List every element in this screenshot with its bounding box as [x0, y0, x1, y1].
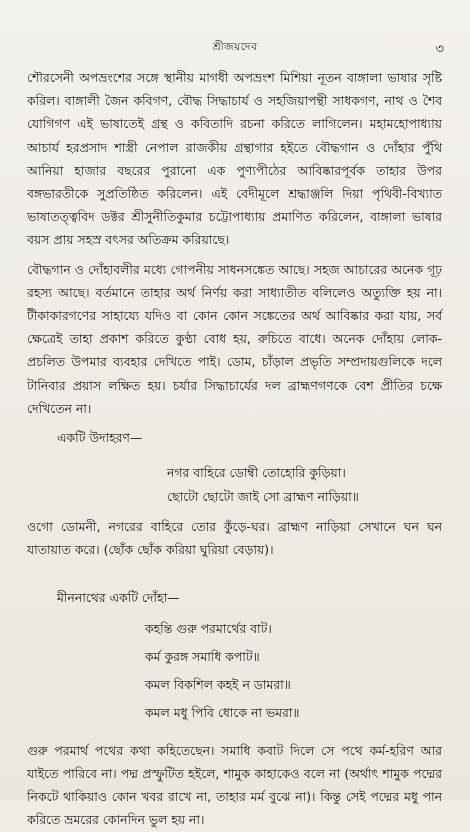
verse-2-line-2: কর্ম কুরঙ্গ সমাধি কপাট॥ — [145, 648, 260, 664]
verse-2-line-3: কমল বিকশিল কহই ন ডামরা॥ — [145, 676, 291, 692]
page-number: ৩ — [435, 42, 444, 57]
verse-1-line-2: ছোটো ছোটো জাই সো ব্রাহ্মণ নাড়িয়া॥ — [167, 489, 359, 505]
paragraph-3: ওগো ডোমনী, নগরের বাহিরে তোর কুঁড়ে-ঘর। ব্রাহ্মণ নাড়িয়া সেখানে ঘন ঘন যাতায়াত করে। (ছোঁক ছোঁক করিয়া ঘুরিয়া বেড়ায়)। — [27, 519, 442, 558]
verse-2-line-1: কহন্তি গুরু পরমার্থের বাট। — [145, 620, 272, 636]
paragraph-1: শৌরসেনী অপভ্রংশের সঙ্গে স্থানীয় মাগধী অপভ্রংশ মিশিয়া নূতন বাঙ্গালা ভাষার সৃষ্টি করিল। বাঙ্গালী জৈন কবিগণ, বৌদ্ধ সিদ্ধাচার্য ও সহজিয়াপন্থী সাধকগণ, নাথ ও শৈব যোগিগণ এই ভাষাতেই গ্রন্থ ও কবিতাদি রচনা করিতে লাগিলেন। মহামহোপাধ্যায় আচার্য হরপ্রসাদ শাস্ত্রী নেপাল রাজকীয় গ্রন্থাগার হইতে বৌদ্ধগান ও দোঁহার পুঁথি আনিয়া হাজার বছরের পুরানো এক পুণ্যপীঠের আবিষ্কারপূর্বক তাহার উপর বঙ্গভারতীকে সুপ্রতিষ্ঠিত করিলেন। এই বেদীমূলে শ্রদ্ধাঞ্জলি দিয়া পৃথিবী-বিখ্যাত ভাষাতত্ত্ববিদ ডক্টর শ্রীসুনীতিকুমার চট্টোপাধ্যায় প্রমাণিত করিলেন, বাঙ্গালা ভাষার বয়স প্রায় সহস্র বৎসর অতিক্রম করিয়াছে। — [27, 70, 442, 248]
paragraph-4: গুরু পরমার্থ পথের কথা কহিতেছেন। সমাধি কবাট দিলে সে পথে কর্ম-হরিণ আর যাইতে পারিবে না। পদ্ম প্রস্ফুটিত হইলে, শামুক কাহাকেও বলে না (অর্থাৎ শামুক পদ্মের নিকটে থাকিয়াও কোন খবর রাখে না, তাহার মর্ম বুঝে না)। কিন্তু সেই পদ্মের মধু পান করিতে ভ্রমরের কোনদিন ভুল হয় না। — [27, 742, 442, 828]
page-body — [27, 66, 442, 832]
verse-2-line-4: কমল মধু পিবি ধোকে না ভমরা॥ — [145, 704, 300, 720]
example-intro: একটি উদাহরণ— — [57, 430, 143, 446]
doha-intro: মীননাথের একটি দোঁহা— — [57, 589, 180, 605]
verse-1-line-1: নগর বাহিরে ডোম্বী তোহোরি কুড়িয়া। — [167, 465, 346, 481]
paragraph-2: বৌদ্ধগান ও দোঁহাবলীর মধ্যে গোপনীয় সাধনসঙ্কেত আছে। সহজ আচারের অনেক গূঢ় রহস্য আছে। বর্তমানে তাহার অর্থ নির্ণয় করা সাধ্যাতীত বলিলেও অত্যুক্তি হয় না। টীকাকারগণের সাহায্যে যদিও বা কোন কোন সঙ্কেতের অর্থ আবিষ্কার করা যায়, সর্ব ক্ষেত্রেই তাহা প্রকাশ করিতে কুণ্ঠা বোধ হয়, রুচিতে বাধে। অনেক দোঁহায় লোক-প্রচলিত উপমার ব্যবহার দেখিতে পাই। ডোম, চাঁড়াল প্রভৃতি সম্প্রদায়গুলিকে দলে টানিবার প্রয়াস লক্ষিত হয়। চর্যার সিদ্ধাচার্যের দল ব্রাহ্মণগণকে বেশ প্রীতির চক্ষে দেখিতেন না। — [27, 261, 442, 416]
running-title: শ্রীজয়দেব — [212, 41, 258, 53]
